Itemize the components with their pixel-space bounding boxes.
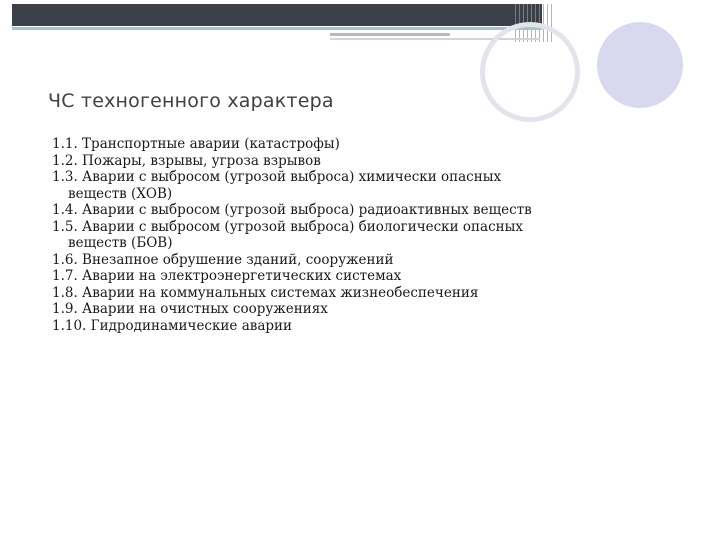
- header-bar: [12, 4, 542, 26]
- item-list: [52, 136, 532, 334]
- decorative-filled-circle: [597, 22, 683, 108]
- list-item: 1.7. Аварии на электроэнергетических системах: [52, 268, 402, 284]
- list-item: 1.1. Транспортные аварии (катастрофы): [52, 136, 340, 152]
- header-accent-rule: [12, 27, 542, 30]
- slide-title: ЧС техногенного характера: [48, 90, 334, 112]
- list-item: 1.6. Внезапное обрушение зданий, сооружений: [52, 251, 394, 268]
- list-item: 1.8. Аварии на коммунальных системах жизнеобеспечения: [52, 284, 479, 301]
- list-item: 1.5. Аварии с выбросом (угрозой выброса) биологически опасных веществ (БОВ): [52, 218, 523, 251]
- list-item: 1.3. Аварии с выбросом (угрозой выброса) химически опасных веществ (ХОВ): [52, 169, 502, 202]
- header-short-rule: [330, 33, 450, 36]
- list-item: 1.4. Аварии с выбросом (угрозой выброса) радиоактивных веществ: [52, 202, 532, 218]
- decorative-ring-circle: [480, 22, 580, 122]
- list-item: 1.9. Аварии на очистных сооружениях: [52, 301, 328, 317]
- list-item: 1.2. Пожары, взрывы, угроза взрывов: [52, 152, 321, 169]
- list-item: 1.10. Гидродинамические аварии: [52, 317, 293, 334]
